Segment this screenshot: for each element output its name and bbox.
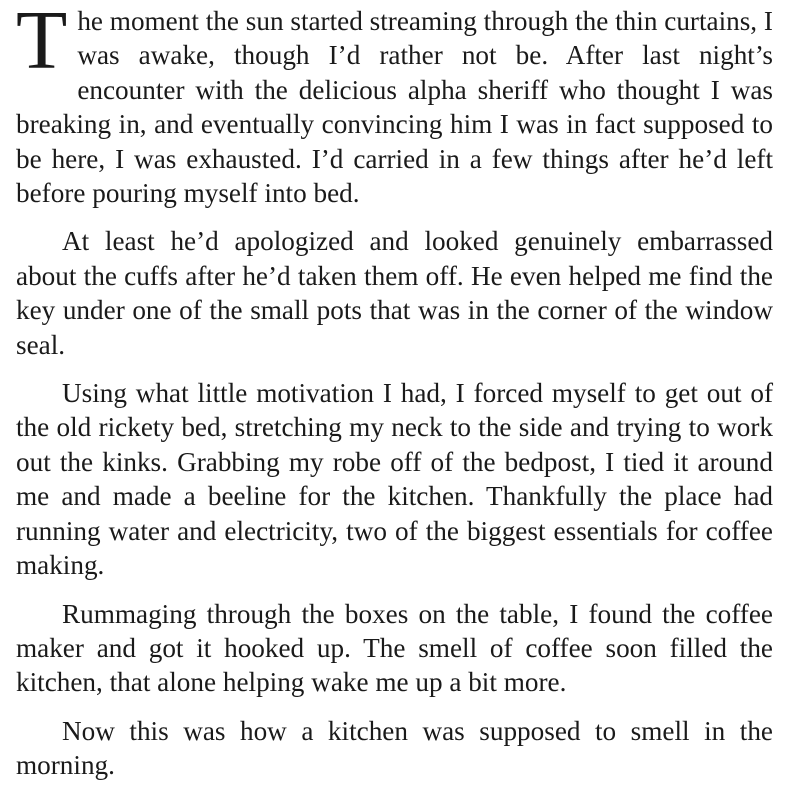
paragraph-5: Now this was how a kitchen was supposed to smell in the morning.	[16, 715, 773, 781]
paragraph-2: At least he’d apologized and looked genuinely embarrassed about the cuffs after he’d taken them off. He even helped me find the key under one of the small pots that was in the corner of the window seal.	[16, 226, 773, 360]
drop-cap: T	[16, 0, 68, 87]
book-page	[16, 0, 773, 783]
paragraph-3: Using what little motivation I had, I forced myself to get out of the old rickety bed, stretching my neck to the side and trying to work out the kinks. Grabbing my robe off of the bedpost, I tied it around me and made a beeline for the kitchen. Thankfully the place had running water and electricity, two of the biggest essentials for coffee making.	[16, 378, 773, 581]
paragraph-4: Rummaging through the boxes on the table, I found the coffee maker and got it hooked up. The smell of coffee soon filled the kitchen, that alone helping wake me up a bit more.	[16, 598, 773, 698]
paragraph-1	[16, 0, 773, 210]
paragraph-1-text: he moment the sun started streaming through the thin curtains, I was awake, though I’d rather not be. After last night’s encounter with the delicious alpha sheriff who thought I was breaking in, and eventually convincing him I was in fact supposed to be here, I was exhausted. I’d carried in a few things after he’d left before pouring myself into bed.	[16, 6, 773, 209]
